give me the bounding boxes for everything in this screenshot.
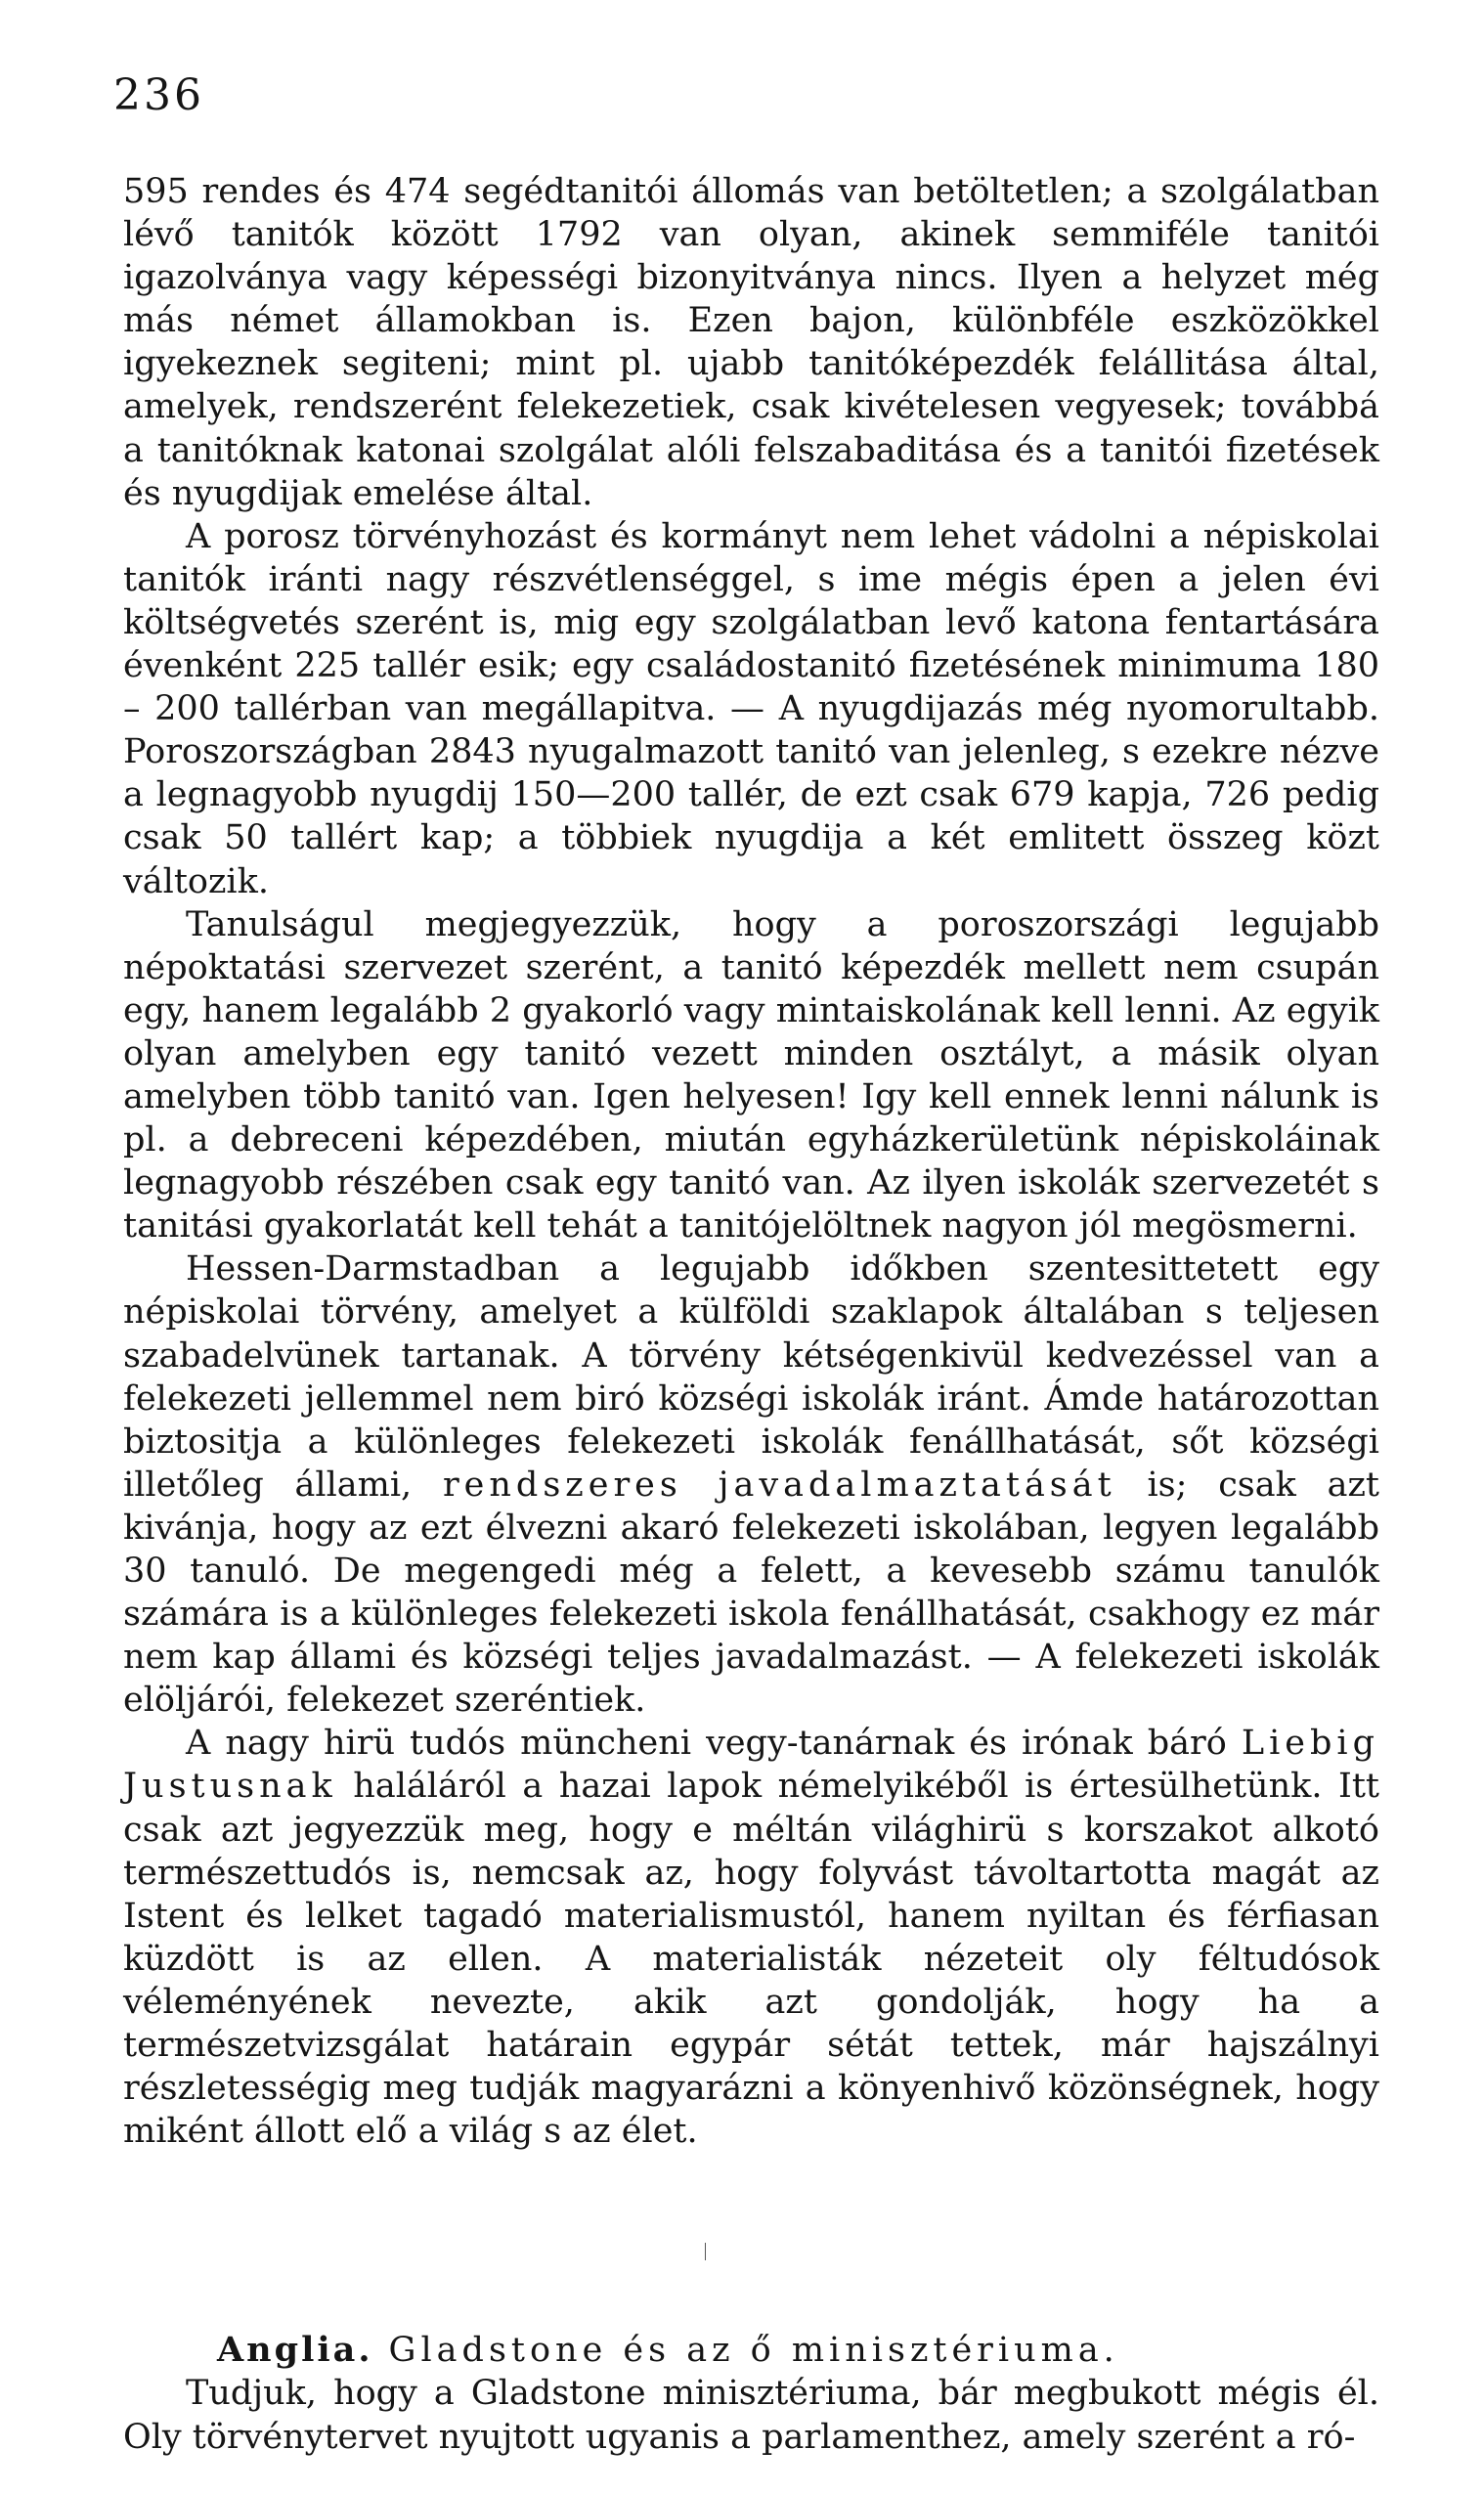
hessen-text-emphasis: rendszeres javadalmaztatását [442, 1465, 1116, 1505]
paragraph-hessen-darmstadt [123, 1247, 1379, 1722]
section-subject: Gladstone és az ő minisztériuma. [388, 2331, 1119, 2371]
article-body [123, 170, 1379, 2459]
paragraph-gladstone: Tudjuk, hogy a Gladstone minisztériuma, bár megbukott mégis él. Oly törvénytervet nyujtott ugyanis a parlamenthez, amely szerént a ró- [123, 2374, 1379, 2457]
section-separator [123, 2153, 1379, 2329]
paragraph-liebig [123, 1722, 1379, 2153]
paragraph-teacher-vacancies: 595 rendes és 474 segédtanitói állomás van betöltetlen; a szolgálatban lévő tanitók között 1792 van olyan, akinek semmiféle tanitói igazolványa vagy képességi bizonyitványa nincs. Ilyen a helyzet még más német államokban is. Ezen bajon, különbféle eszközökkel igyekeznek segiteni; mint pl. ujabb tanitóképezdék felállitása által, amelyek, rendszerént felekezetiek, csak kivételesen vegyesek; továbbá a tanitóknak katonai szolgálat alóli felszabaditása és a tanitói fizetések és nyugdijak emelése által. [123, 172, 1379, 513]
paragraph-practice-schools: Tanulságul megjegyezzük, hogy a poroszországi legujabb népoktatási szervezet szerént, a tanitó képezdék mellett nem csupán egy, hanem legalább 2 gyakorló vagy mintaiskolának kell lenni. Az egyik olyan amelyben egy tanitó vezett minden osztályt, a másik olyan amelyben több tanitó van. Igen helyesen! Igy kell ennek lenni nálunk is pl. a debreceni képezdében, miután egyházkerületünk népiskoláinak legnagyobb részében csak egy tanitó van. Az ilyen iskolák szervezetét s tanitási gyakorlatát kell tehát a tanitójelöltnek nagyon jól megösmerni. [123, 904, 1379, 1246]
page-number: 236 [113, 70, 204, 120]
liebig-name: Liebig Justusnak [123, 1724, 1379, 1807]
paragraph-prussian-salaries: A porosz törvényhozást és kormányt nem lehet vádolni a népiskolai tanitók iránti nagy részvétlenséggel, s ime mégis épen a jelen évi költségvetés szerént is, mig egy szolgálatban levő katona fentartására évenként 225 tallér esik; egy családostanitó fizetésének minimuma 180 – 200 tallérban van megállapitva. — A nyugdijazás még nyomorultabb. Poroszországban 2843 nyugalmazott tanitó van jelenleg, s ezekre nézve a legnagyobb nyugdij 150—200 tallér, de ezt csak 679 kapja, 726 pedig csak 50 tallért kap; a többiek nyugdija a két emlitett összeg közt változik. [123, 516, 1379, 901]
separator-mark [705, 2243, 706, 2260]
section-heading [123, 2329, 1379, 2372]
section-country: Anglia. [217, 2330, 373, 2371]
liebig-text-before: A nagy hirü tudós müncheni vegy-tanárnak és irónak báró [186, 1724, 1242, 1764]
hessen-text-before: Hessen-Darmstadban a legujabb időkben szentesittetett egy népiskolai törvény, amelyet a külföldi szaklapok általában s teljesen szabadelvünek tartanak. A törvény kétségenkivül kedvezéssel van a felekezeti jellemmel nem biró községi iskolák iránt. Ámde határozottan biztositja a különleges felekezeti iskolák fenállhatását, sőt községi illetőleg állami, [123, 1249, 1379, 1505]
hessen-text-after: is; csak azt kivánja, hogy az ezt élvezni akaró felekezeti iskolában, legyen legalább 30 tanuló. De megengedi még a felett, a kevesebb számu tanulók számára is a különleges felekezeti iskola fenállhatását, csakhogy ez már nem kap állami és községi teljes javadalmazást. — A felekezeti iskolák elöljárói, felekezet szeréntiek. [123, 1465, 1379, 1721]
liebig-text-after: haláláról a hazai lapok némelyikéből is értesülhetünk. Itt csak azt jegyezzük meg, hogy e méltán világhirü s korszakot alkotó természettudós is, nemcsak az, hogy folyvást távoltartotta magát az Istent és lelket tagadó materialismustól, hanem nyiltan és férfiasan küzdött is az ellen. A materialisták nézeteit oly féltudósok véleményének nevezte, akik azt gondolják, hogy ha a természetvizsgálat határain egypár sétát tettek, már hajszálnyi részletességig meg tudják magyarázni a könyenhivő közönségnek, hogy miként állott elő a világ s az élet. [123, 1767, 1379, 2152]
